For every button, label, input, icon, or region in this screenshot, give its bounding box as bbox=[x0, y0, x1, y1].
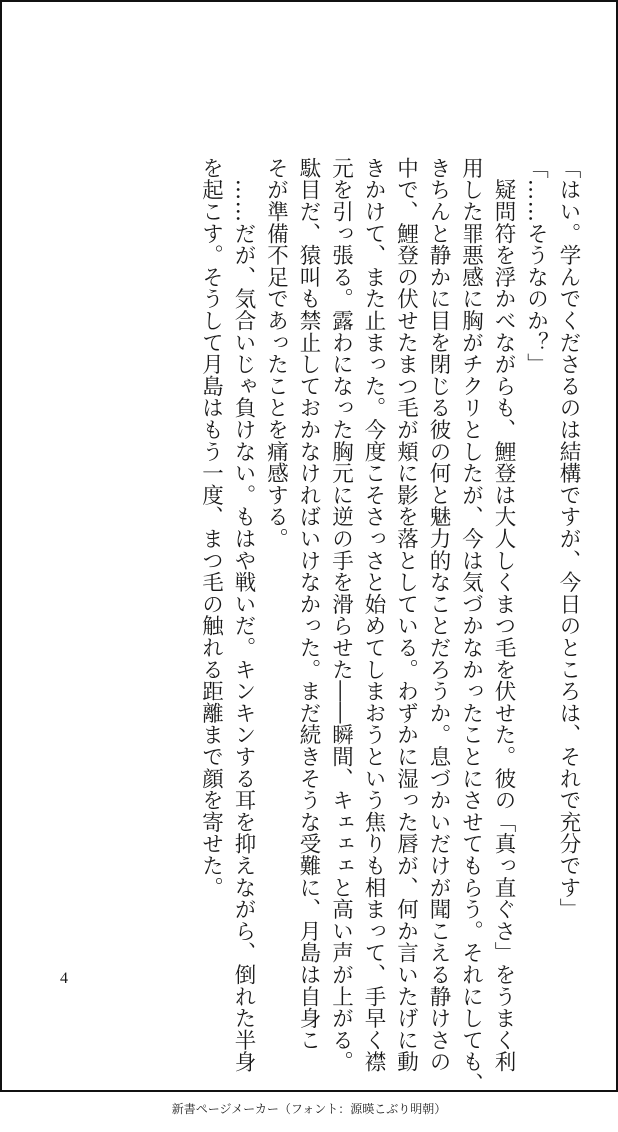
text-line: 「……そうなのか？」 bbox=[523, 157, 549, 375]
text-line: きかけて、また止まった。今度こそさっさと始めてしまおうという焦りも相まって、手早く襟 bbox=[361, 157, 386, 1073]
text-line: きちんと静かに目を閉じる彼の何と魅力的なことだろうか。息づかいだけが聞こえる静けさの bbox=[426, 157, 451, 1073]
text-line: 疑問符を浮かべながらも、鯉登は大人しくまつ毛を伏せた。彼の「真っ直ぐさ」をうまく利 bbox=[491, 157, 516, 1073]
text-line: 「はい。学んでくださるのは結構ですが、今日のところは、それで充分です」 bbox=[556, 157, 581, 920]
vertical-body-text bbox=[194, 157, 584, 1095]
footer-caption: 新書ページメーカー（フォント：源暎こぶり明朝） bbox=[171, 1102, 447, 1116]
text-line: 元を引っ張る。露わになった胸元に逆の手を滑らせた――瞬間、キェェェと高い声が上がる。 bbox=[328, 157, 354, 1073]
text-line: 用した罪悪感に胸がチクリとしたが、今は気づかなかったことにさせてもらう。それにしても、 bbox=[458, 157, 484, 1095]
page-number: 4 bbox=[60, 970, 68, 987]
text-line: そが準備不足であったことを痛感する。 bbox=[263, 157, 289, 550]
text-line: を起こす。そうして月島はもう一度、まつ毛の触れる距離まで顔を寄せた。 bbox=[198, 157, 224, 899]
text-line: 駄目だ、猿叫も禁止しておかなければいけなかった。まだ続きそうな受難に、月島は自身こ bbox=[296, 157, 321, 1051]
text-line: 中で、鯉登の伏せたまつ毛が頬に影を落としている。わずかに湿った唇が、何か言いたげに動 bbox=[393, 157, 419, 1073]
text-line: ……だが、気合いじゃ負けない。もはや戦いだ。キンキンする耳を抑えながら、倒れた半身 bbox=[231, 157, 256, 1073]
